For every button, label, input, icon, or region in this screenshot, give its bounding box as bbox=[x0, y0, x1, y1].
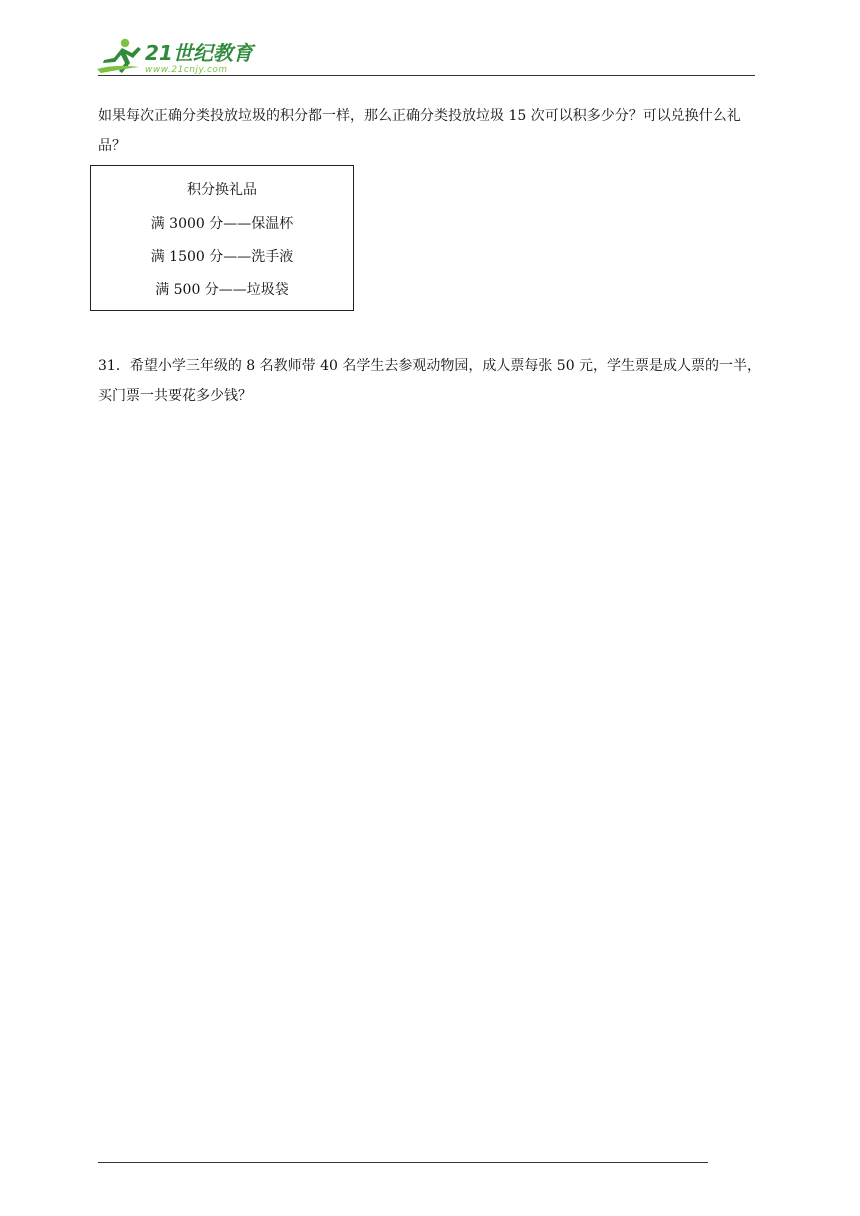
footer-divider bbox=[98, 1162, 708, 1163]
gift-table-title: 积分换礼品 bbox=[187, 182, 257, 198]
header-divider bbox=[98, 75, 755, 76]
gift-exchange-table bbox=[90, 165, 354, 311]
question-continuation-text: 如果每次正确分类投放垃圾的积分都一样，那么正确分类投放垃圾 15 次可以积多少分？可以兑换什么礼品？ bbox=[98, 108, 741, 154]
gift-item: 满 3000 分——保温杯 bbox=[150, 216, 294, 232]
runner-logo-icon bbox=[95, 36, 265, 76]
gift-item: 满 1500 分——洗手液 bbox=[150, 249, 294, 265]
svg-text:21世纪教育: 21世纪教育 bbox=[145, 41, 253, 65]
gift-item: 满 500 分——垃圾袋 bbox=[155, 282, 289, 298]
brand-logo bbox=[95, 36, 265, 76]
question-31-text: 31．希望小学三年级的 8 名教师带 40 名学生去参观动物园，成人票每张 50 元，学生票是成人票的一半，买门票一共要花多少钱？ bbox=[98, 358, 762, 404]
svg-text:www.21cnjy.com: www.21cnjy.com bbox=[145, 65, 228, 75]
